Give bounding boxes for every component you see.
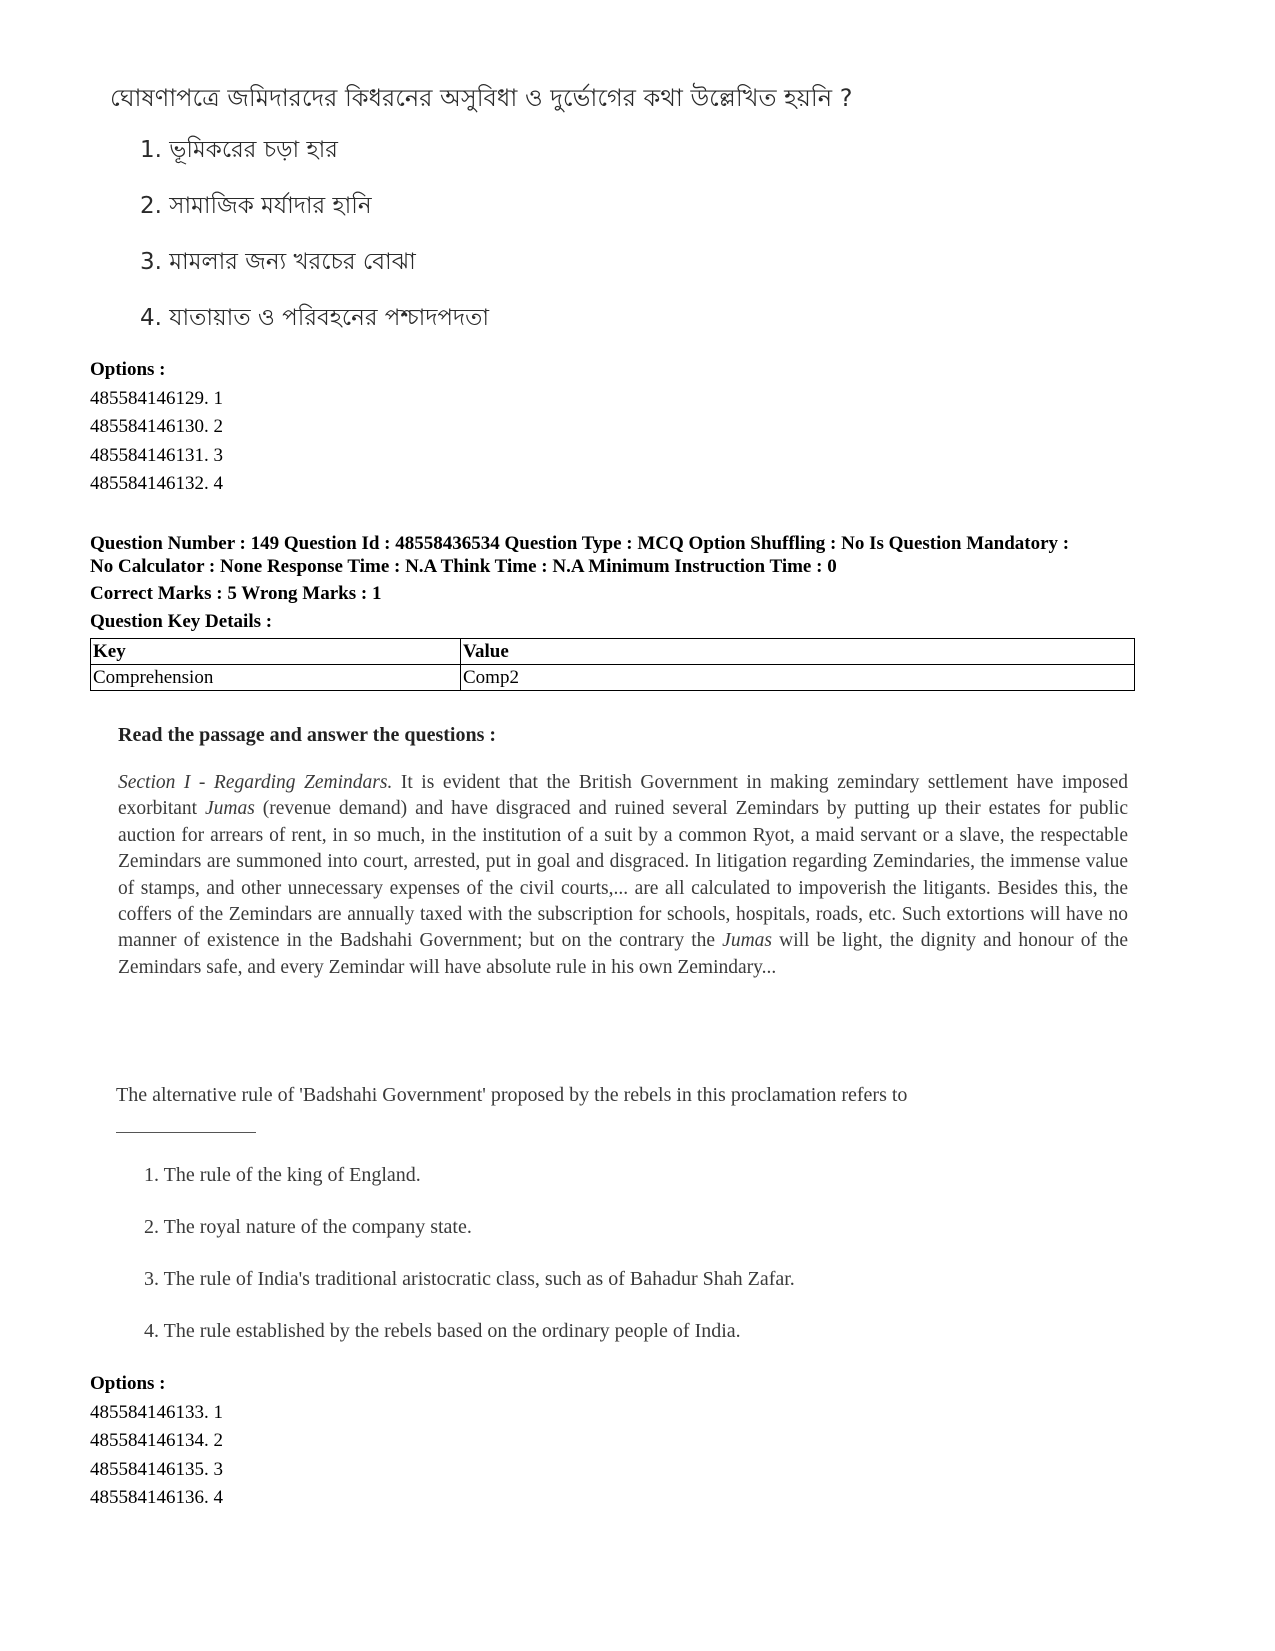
option-item: 485584146136. 4 (90, 1487, 223, 1508)
passage-text: It is evident that the British Government in making zemindary settlement have imposed exorbitant (118, 772, 1128, 820)
passage-heading: Read the passage and answer the questions : (118, 724, 497, 746)
options-block (90, 356, 223, 499)
statement-list (144, 1160, 795, 1368)
question-meta (90, 532, 1190, 578)
option-item: 485584146130. 2 (90, 416, 223, 437)
key-details-label: Question Key Details : (90, 611, 273, 632)
option-item: 485584146135. 3 (90, 1458, 223, 1480)
option-item: 485584146134. 2 (90, 1430, 223, 1451)
statement-item: 1. ভূমিকরের চড়া হার (140, 137, 338, 163)
statement-item: 3. মামলার জন্য খরচের বোঝা (140, 249, 416, 275)
statement-item: 1. The rule of the king of England. (144, 1164, 421, 1186)
statement-item: 4. যাতায়াত ও পরিবহনের পশ্চাদপদতা (140, 305, 490, 331)
question-148-image (110, 78, 970, 358)
term-jumas: Jumas (205, 798, 255, 820)
statement-list (110, 134, 970, 334)
passage-text: (revenue demand) and have disgraced and ruined several Zemindars by putting up their estates for public auction for arrears of rent, in so much, in the institution of a suit by a common Ryot, a maid servant or a slave, the respectable Zemindars are summoned into court, arrested, put in goal and disgraced. In litigation regarding Zemindaries, the immense value of stamps, and other unnecessary expenses of the civil courts,... are all calculated to impoverish the litigants. Besides this, the coffers of the Zemindars are annually taxed with the subscription for schools, hospitals, roads, etc. Such extortions will have no manner of existence in the Badshahi Government; but on the contrary the (118, 798, 1128, 952)
table-cell: Comp2 (461, 665, 1135, 691)
option-item: 485584146133. 1 (90, 1401, 223, 1423)
statement-item: 2. The royal nature of the company state. (144, 1216, 472, 1238)
statement-item: 2. সামাজিক মর্যাদার হানি (140, 193, 372, 219)
question-meta-line: Question Number : 149 Question Id : 48558436534 Question Type : MCQ Option Shuffling : No Is Question Mandatory : (90, 533, 1070, 554)
table-header-cell: Key (91, 639, 461, 665)
question-stem: ঘোষণাপত্রে জমিদারদের কিধরনের অসুবিধা ও দুর্ভোগের কথা উল্লেখিত হয়নি ? (110, 84, 853, 112)
statement-item: 4. The rule established by the rebels based on the ordinary people of India. (144, 1320, 741, 1342)
passage-body (118, 770, 1128, 981)
answer-blank (116, 1118, 256, 1133)
marks-line: Correct Marks : 5 Wrong Marks : 1 (90, 583, 382, 604)
option-item: 485584146129. 1 (90, 387, 223, 409)
option-item: 485584146131. 3 (90, 444, 223, 466)
table-header-row (91, 639, 1135, 665)
options-block (90, 1370, 223, 1513)
question-meta-line: No Calculator : None Response Time : N.A Think Time : N.A Minimum Instruction Time : 0 (90, 556, 837, 577)
option-item: 485584146132. 4 (90, 473, 223, 494)
options-label: Options : (90, 359, 166, 380)
statement-item: 3. The rule of India's traditional aristocratic class, such as of Bahadur Shah Zafar. (144, 1268, 795, 1290)
term-jumas: Jumas (722, 930, 772, 952)
table-cell: Comprehension (91, 665, 461, 691)
table-header-cell: Value (461, 639, 1135, 665)
section-title: Section I - Regarding Zemindars. (118, 772, 393, 793)
passage-image (118, 720, 1128, 981)
question-stem: The alternative rule of 'Badshahi Government' proposed by the rebels in this proclamation refers to (116, 1084, 908, 1106)
key-details-table (90, 638, 1135, 691)
options-label: Options : (90, 1373, 166, 1394)
passage-text: will be light, the dignity and honour of the Zemindars safe, and every Zemindar will have absolute rule in his own Zemindary... (118, 930, 1128, 978)
table-row (91, 665, 1135, 691)
